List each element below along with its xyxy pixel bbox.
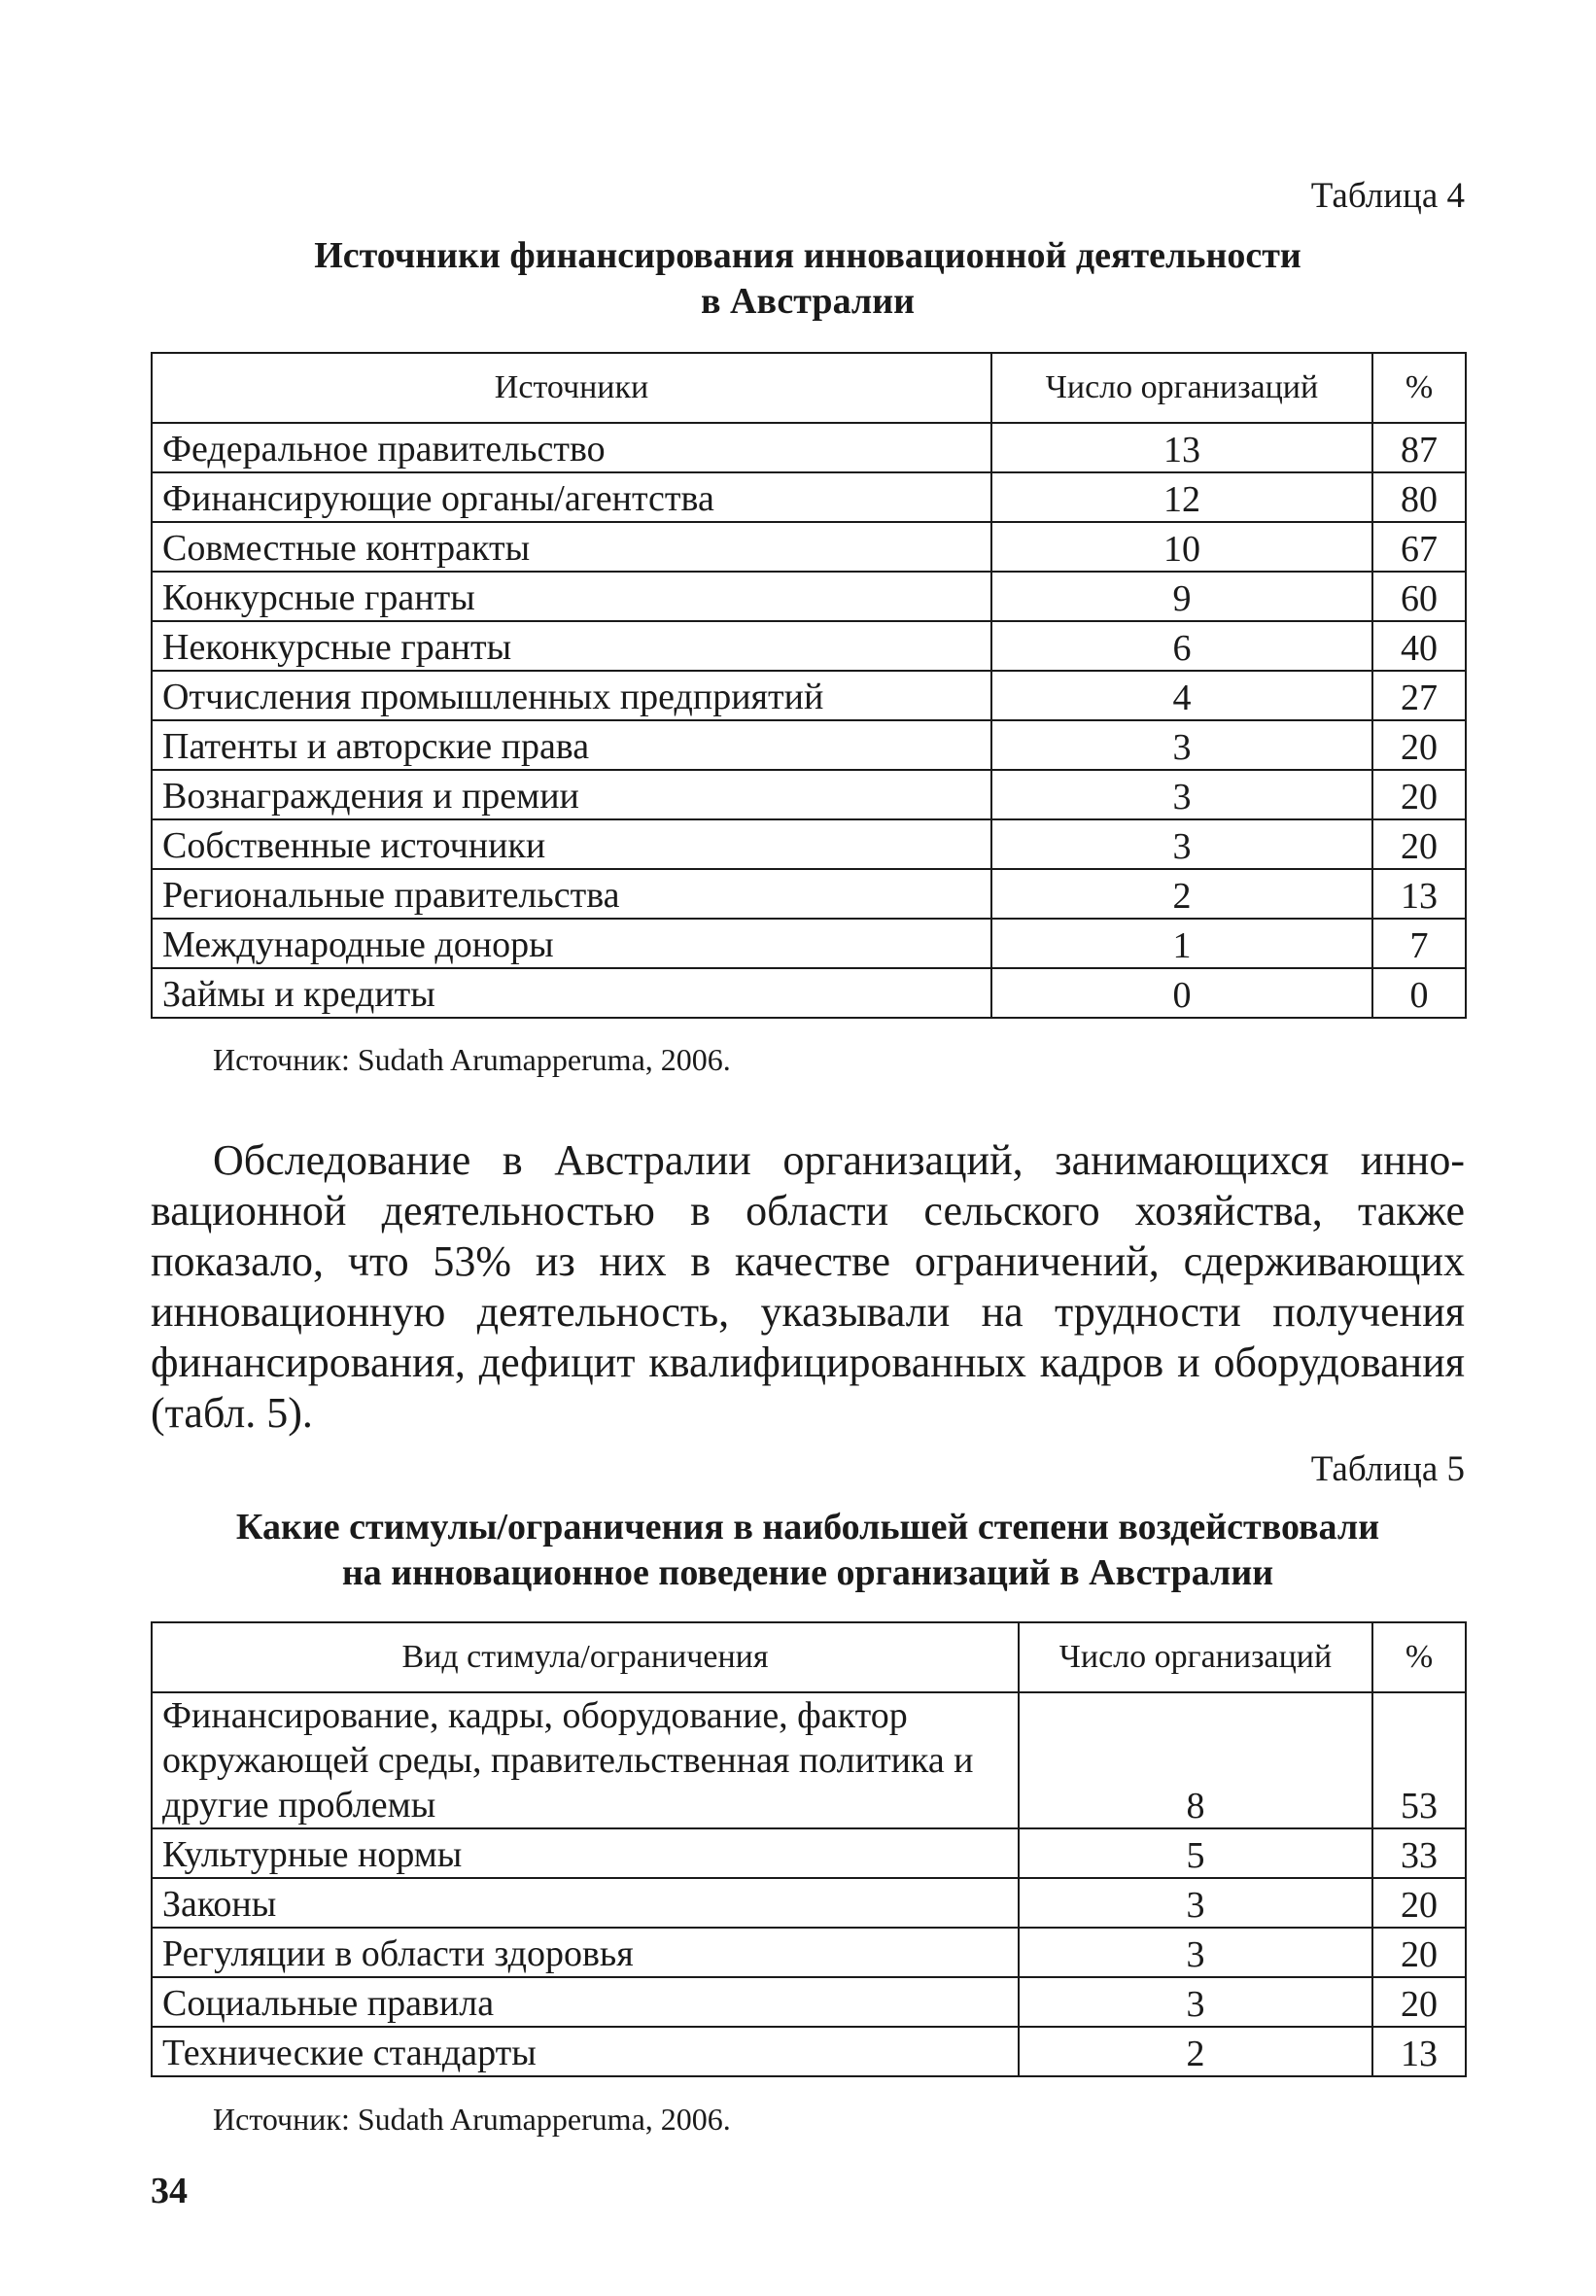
body-paragraph: Обследование в Австралии организаций, занимающихся инновационной деятельностью в области сельского хозяйства, также показало, что 53% из них в качестве ограничений, сдерживающих инновационную деятельность, указывали на трудности получения финансирования, дефицит квалифицированных кадров и оборудования (табл. 5). <box>151 1136 1465 1437</box>
row-name: Социальные правила <box>152 1977 1019 2027</box>
table4-header-row <box>152 353 1466 423</box>
table-row <box>152 819 1466 869</box>
table5-body <box>152 1692 1466 2076</box>
row-percent: 27 <box>1372 671 1466 720</box>
table-row <box>152 621 1466 671</box>
row-name: Законы <box>152 1878 1019 1928</box>
table4-title <box>151 233 1465 325</box>
table5-header-row <box>152 1622 1466 1692</box>
table4-source: Источник: Sudath Arumapperuma, 2006. <box>213 1042 731 1077</box>
row-name: Отчисления промышленных предприятий <box>152 671 991 720</box>
table-row <box>152 1828 1466 1878</box>
row-percent: 20 <box>1372 1928 1466 1977</box>
table4-title-line2: в Австралии <box>700 281 916 322</box>
table4 <box>151 352 1467 1019</box>
row-count: 12 <box>991 472 1372 522</box>
table-row <box>152 770 1466 819</box>
row-percent: 20 <box>1372 720 1466 770</box>
table-row <box>152 472 1466 522</box>
table4-body <box>152 423 1466 1018</box>
table-row <box>152 968 1466 1018</box>
row-percent: 20 <box>1372 770 1466 819</box>
row-percent: 20 <box>1372 1977 1466 2027</box>
table4-header-source: Источники <box>152 353 991 423</box>
row-name: Вознаграждения и премии <box>152 770 991 819</box>
table-row <box>152 2027 1466 2076</box>
table-row <box>152 522 1466 572</box>
table-row <box>152 1878 1466 1928</box>
row-name: Регуляции в области здоровья <box>152 1928 1019 1977</box>
row-name: Займы и кредиты <box>152 968 991 1018</box>
row-name: Конкурсные гранты <box>152 572 991 621</box>
table5-header-percent: % <box>1372 1622 1466 1692</box>
row-percent: 60 <box>1372 572 1466 621</box>
row-name: Технические стандарты <box>152 2027 1019 2076</box>
row-count: 6 <box>991 621 1372 671</box>
table-row <box>152 1928 1466 1977</box>
row-percent: 7 <box>1372 919 1466 968</box>
table5-source: Источник: Sudath Arumapperuma, 2006. <box>213 2102 731 2137</box>
row-count: 10 <box>991 522 1372 572</box>
table-row <box>152 720 1466 770</box>
row-count: 2 <box>1019 2027 1372 2076</box>
table5-title-line1: Какие стимулы/ограничения в наибольшей степени воздействовали <box>235 1507 1380 1548</box>
row-percent: 87 <box>1372 423 1466 472</box>
table5-label: Таблица 5 <box>1310 1449 1465 1489</box>
row-count: 0 <box>991 968 1372 1018</box>
row-count: 3 <box>1019 1878 1372 1928</box>
row-count: 13 <box>991 423 1372 472</box>
row-percent: 33 <box>1372 1828 1466 1878</box>
row-name: Финансирование, кадры, оборудование, фактор окружающей среды, правительственная политика и другие проблемы <box>152 1692 1019 1828</box>
row-name: Финансирующие органы/агентства <box>152 472 991 522</box>
table4-header-percent: % <box>1372 353 1466 423</box>
row-name: Совместные контракты <box>152 522 991 572</box>
row-count: 3 <box>1019 1928 1372 1977</box>
row-count: 3 <box>1019 1977 1372 2027</box>
table5-title-line2: на инновационное поведение организаций в Австралии <box>341 1552 1274 1593</box>
row-name: Патенты и авторские права <box>152 720 991 770</box>
row-name: Неконкурсные гранты <box>152 621 991 671</box>
row-percent: 80 <box>1372 472 1466 522</box>
row-percent: 20 <box>1372 819 1466 869</box>
table4-title-line1: Источники финансирования инновационной деятельности <box>314 235 1301 276</box>
table-row <box>152 671 1466 720</box>
row-count: 4 <box>991 671 1372 720</box>
row-percent: 40 <box>1372 621 1466 671</box>
row-count: 2 <box>991 869 1372 919</box>
row-name: Федеральное правительство <box>152 423 991 472</box>
row-percent: 53 <box>1372 1692 1466 1828</box>
table-row <box>152 1977 1466 2027</box>
row-count: 3 <box>991 770 1372 819</box>
row-percent: 13 <box>1372 869 1466 919</box>
table4-header-count: Число организаций <box>991 353 1372 423</box>
row-count: 5 <box>1019 1828 1372 1878</box>
row-count: 1 <box>991 919 1372 968</box>
row-count: 8 <box>1019 1692 1372 1828</box>
table-row <box>152 423 1466 472</box>
table4-label: Таблица 4 <box>1310 176 1465 216</box>
table-row <box>152 919 1466 968</box>
row-percent: 67 <box>1372 522 1466 572</box>
table-row <box>152 572 1466 621</box>
row-percent: 0 <box>1372 968 1466 1018</box>
row-name: Региональные правительства <box>152 869 991 919</box>
row-name: Международные доноры <box>152 919 991 968</box>
row-percent: 20 <box>1372 1878 1466 1928</box>
table5-header-type: Вид стимула/ограничения <box>152 1622 1019 1692</box>
row-percent: 13 <box>1372 2027 1466 2076</box>
page-number: 34 <box>151 2171 188 2211</box>
table5-header-count: Число организаций <box>1019 1622 1372 1692</box>
table5 <box>151 1621 1467 2077</box>
row-count: 9 <box>991 572 1372 621</box>
row-name: Культурные нормы <box>152 1828 1019 1878</box>
table-row <box>152 869 1466 919</box>
row-count: 3 <box>991 720 1372 770</box>
row-name: Собственные источники <box>152 819 991 869</box>
row-count: 3 <box>991 819 1372 869</box>
table-row <box>152 1692 1466 1828</box>
table5-title <box>151 1505 1465 1596</box>
